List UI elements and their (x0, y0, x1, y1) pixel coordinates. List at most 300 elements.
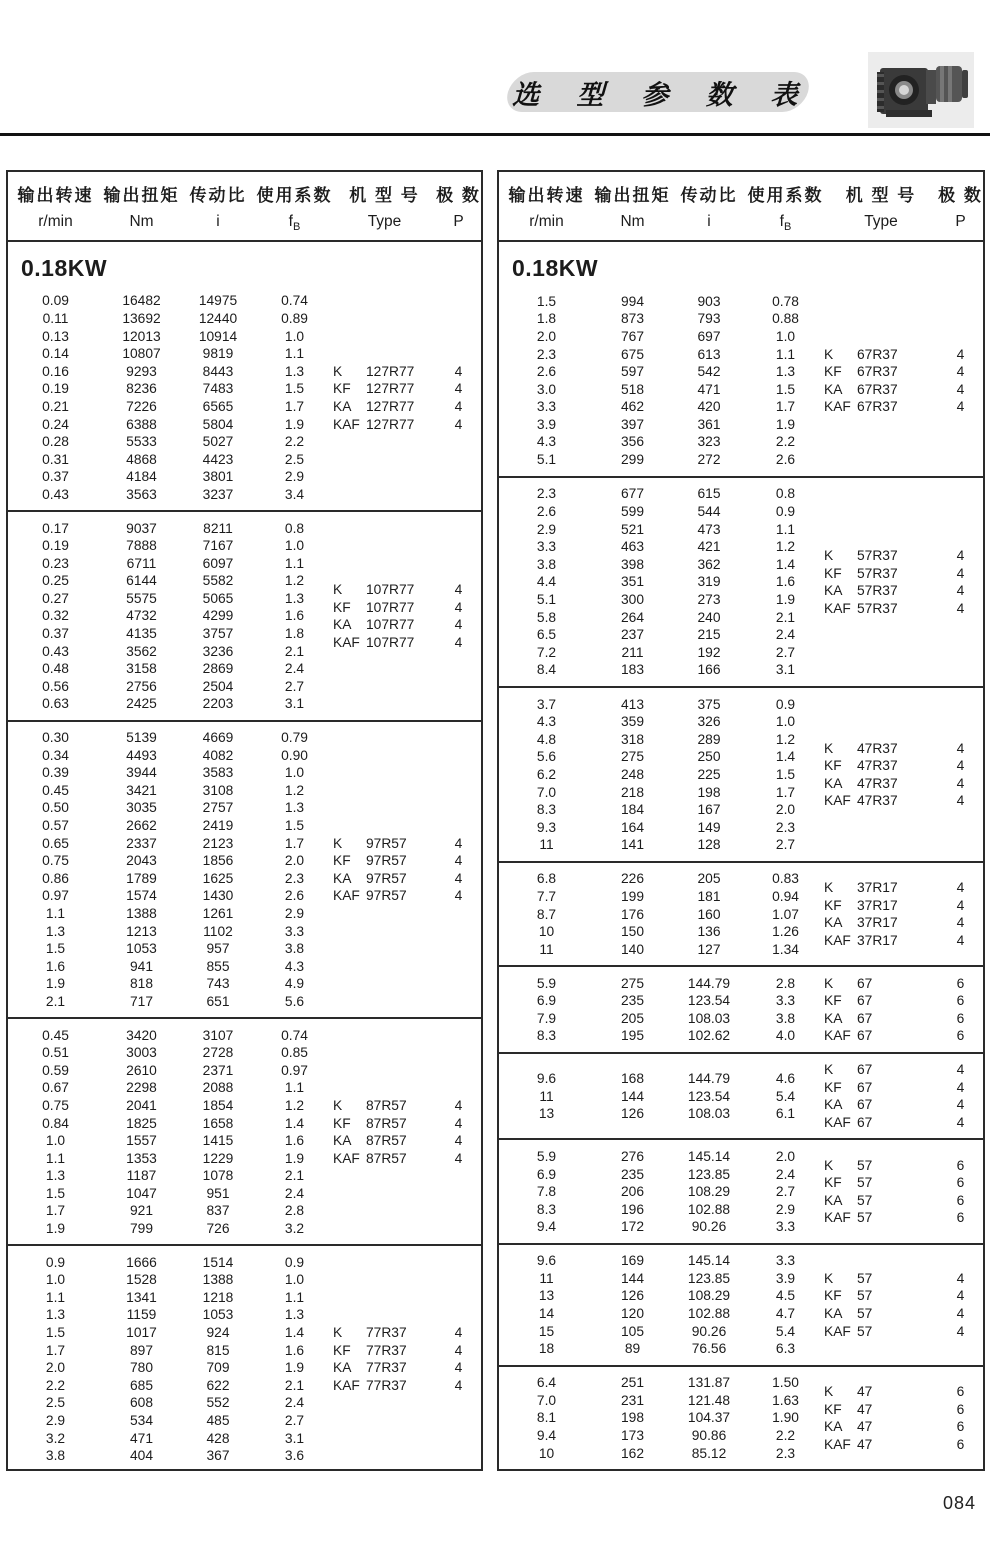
output-speed-cell: 11 (539, 941, 554, 957)
type-row (333, 1359, 481, 1377)
column-header-cn: 输出转速 (508, 186, 585, 205)
spec-row (8, 450, 333, 468)
service-factor-cell: 1.1 (284, 1289, 305, 1305)
output-speed-cell: 1.0 (45, 1272, 66, 1288)
output-torque-cell: 140 (620, 941, 645, 957)
service-factor-cell: 0.97 (281, 1062, 308, 1078)
column-header-unit-sub: B (292, 221, 301, 234)
ratio-cell: 7483 (202, 381, 234, 397)
ratio-cell: 3583 (202, 765, 234, 781)
column-header-unit: r/min (38, 213, 73, 230)
ratio-cell: 2419 (202, 818, 234, 834)
output-speed-cell: 8.7 (536, 906, 557, 922)
spec-row (499, 923, 824, 941)
type-list (824, 870, 983, 958)
spec-row (499, 573, 824, 591)
spec-row (8, 1289, 333, 1307)
service-factor-cell: 0.85 (281, 1045, 308, 1061)
output-torque-cell: 2041 (126, 1097, 157, 1113)
output-speed-cell: 10 (538, 1445, 555, 1461)
service-factor-cell: 2.7 (775, 837, 796, 853)
output-speed-cell: 0.34 (42, 747, 69, 763)
ratio-cell: 90.26 (691, 1219, 727, 1235)
spec-row (499, 992, 824, 1010)
output-speed-cell: 8.3 (536, 1028, 557, 1044)
output-speed-cell: 0.63 (42, 696, 69, 712)
service-factor-cell: 0.94 (772, 888, 799, 904)
service-factor-cell: 0.83 (772, 871, 799, 887)
type-model: 97R57 (366, 835, 407, 851)
type-row (824, 932, 983, 950)
ratio-cell: 167 (697, 802, 721, 818)
spec-row (499, 433, 824, 451)
output-speed-cell: 0.24 (42, 416, 69, 432)
output-speed-cell: 0.16 (42, 363, 69, 379)
output-torque-cell: 169 (620, 1253, 645, 1269)
output-torque-cell: 105 (620, 1323, 645, 1339)
type-row (824, 914, 983, 932)
output-speed-cell: 6.9 (536, 993, 557, 1009)
output-torque-cell: 275 (620, 749, 645, 765)
service-factor-cell: 4.5 (775, 1288, 796, 1304)
output-speed-cell: 3.7 (536, 696, 557, 712)
ratio-cell: 1514 (202, 1254, 234, 1270)
spec-row (8, 554, 333, 572)
service-factor-cell: 2.0 (775, 802, 796, 818)
spec-row (8, 1359, 333, 1377)
type-prefix: KF (824, 1401, 842, 1417)
spec-rows (499, 1374, 824, 1462)
spec-row (499, 888, 824, 906)
type-list (333, 729, 481, 1011)
ratio-cell: 123.54 (687, 1088, 731, 1104)
ratio-cell: 198 (697, 784, 721, 800)
output-torque-cell: 206 (620, 1184, 645, 1200)
service-factor-cell: 3.8 (775, 1010, 796, 1026)
type-prefix: KA (824, 1419, 843, 1435)
output-speed-cell: 1.7 (45, 1203, 66, 1219)
output-speed-cell: 0.43 (42, 486, 69, 502)
output-torque-cell: 205 (620, 1010, 645, 1026)
output-torque-cell: 2610 (126, 1062, 157, 1078)
type-model: 47R37 (857, 758, 898, 774)
poles-value: 4 (956, 740, 965, 756)
spec-row (8, 1149, 333, 1167)
column-header-cn: 机 型 号 (349, 186, 420, 205)
ratio-cell: 14975 (198, 293, 238, 309)
ratio-cell: 957 (206, 941, 230, 957)
spec-row (499, 870, 824, 888)
ratio-cell: 273 (697, 591, 721, 607)
type-prefix: KAF (824, 399, 851, 415)
service-factor-cell: 3.4 (284, 486, 305, 502)
ratio-cell: 326 (697, 714, 721, 730)
output-torque-cell: 126 (620, 1106, 645, 1122)
output-torque-cell: 675 (620, 346, 645, 362)
output-torque-cell: 4135 (126, 626, 157, 642)
type-row (333, 1097, 481, 1115)
ratio-cell: 1053 (202, 1307, 234, 1323)
output-torque-cell: 299 (620, 452, 645, 468)
output-speed-cell: 2.3 (536, 486, 557, 502)
output-speed-cell: 0.57 (42, 818, 69, 834)
service-factor-cell: 2.9 (775, 1201, 796, 1217)
output-speed-cell: 0.37 (42, 626, 69, 642)
type-row (824, 547, 983, 565)
output-speed-cell: 0.9 (45, 1254, 66, 1270)
output-torque-cell: 6711 (126, 555, 157, 571)
spec-row (8, 817, 333, 835)
type-row (824, 1322, 983, 1340)
type-model: 47R37 (857, 740, 898, 756)
ratio-cell: 8211 (203, 520, 233, 536)
spec-row (8, 1132, 333, 1150)
service-factor-cell: 1.6 (284, 1133, 305, 1149)
output-speed-cell: 2.6 (536, 503, 557, 519)
poles-value: 4 (956, 880, 965, 896)
ratio-cell: 121.48 (687, 1392, 731, 1408)
ratio-cell: 131.87 (687, 1375, 731, 1391)
column-header-cn: 传动比 (189, 186, 247, 205)
output-speed-cell: 5.8 (536, 609, 557, 625)
output-torque-cell: 780 (129, 1360, 154, 1376)
type-list (824, 974, 983, 1045)
spec-row (499, 626, 824, 644)
type-prefix: KAF (824, 932, 851, 948)
spec-block (8, 1017, 481, 1244)
type-prefix: KF (333, 381, 351, 397)
spec-row (8, 1167, 333, 1185)
output-torque-cell: 873 (620, 311, 645, 327)
service-factor-cell: 2.2 (284, 434, 305, 450)
ratio-cell: 85.12 (691, 1445, 727, 1461)
output-torque-cell: 1574 (126, 888, 157, 904)
poles-value: 4 (956, 1062, 965, 1078)
type-model: 57 (857, 1210, 873, 1226)
type-row (333, 887, 481, 905)
type-model: 57 (857, 1175, 873, 1191)
service-factor-cell: 0.74 (281, 293, 308, 309)
ratio-cell: 473 (697, 521, 721, 537)
output-torque-cell: 150 (620, 924, 645, 940)
service-factor-cell: 1.0 (284, 328, 305, 344)
service-factor-cell: 1.1 (284, 1080, 305, 1096)
ratio-cell: 361 (697, 416, 721, 432)
output-torque-cell: 211 (621, 644, 644, 660)
service-factor-cell: 2.1 (284, 1377, 305, 1393)
spec-row (499, 1009, 824, 1027)
type-prefix: KAF (824, 1028, 851, 1044)
service-factor-cell: 1.5 (775, 766, 796, 782)
type-model: 87R57 (366, 1115, 407, 1131)
ratio-cell: 1625 (202, 870, 234, 886)
poles-value: 4 (956, 364, 965, 380)
service-factor-cell: 1.4 (284, 1325, 305, 1341)
service-factor-cell: 1.7 (284, 835, 305, 851)
output-torque-cell: 3420 (126, 1027, 157, 1043)
ratio-cell: 837 (206, 1203, 230, 1219)
column-header-unit: $f_B$ (288, 213, 301, 234)
spec-row (8, 345, 333, 363)
output-speed-cell: 2.0 (536, 328, 557, 344)
type-prefix: KAF (333, 634, 360, 650)
output-torque-cell: 599 (620, 503, 645, 519)
output-speed-cell: 0.50 (42, 800, 69, 816)
service-factor-cell: 1.0 (284, 1272, 305, 1288)
output-speed-cell: 11 (539, 837, 554, 853)
table-blocks (499, 285, 983, 1469)
output-torque-cell: 3421 (126, 782, 157, 798)
type-model: 77R37 (366, 1325, 407, 1341)
type-model: 37R17 (857, 915, 898, 931)
output-torque-cell: 195 (620, 1028, 645, 1044)
header-divider (0, 133, 990, 136)
type-prefix: K (824, 547, 834, 563)
spec-rows (8, 1253, 333, 1464)
type-list (824, 1147, 983, 1235)
type-list (824, 1252, 983, 1358)
type-model: 57R37 (857, 565, 898, 581)
spec-row (499, 695, 824, 713)
type-prefix: K (824, 1157, 834, 1173)
output-speed-cell: 9.4 (536, 1219, 557, 1235)
spec-row (499, 783, 824, 801)
type-prefix: K (333, 582, 343, 598)
type-row (824, 1270, 983, 1288)
output-torque-cell: 1388 (126, 905, 157, 921)
service-factor-cell: 1.9 (775, 416, 796, 432)
poles-value: 6 (956, 1028, 965, 1044)
type-row (824, 363, 983, 381)
poles-value: 4 (454, 1115, 463, 1131)
type-row (824, 1400, 983, 1418)
type-prefix: KF (333, 853, 351, 869)
spec-rows (8, 292, 333, 503)
output-torque-cell: 3158 (126, 661, 157, 677)
spec-row (499, 485, 824, 503)
output-torque-cell: 1213 (126, 923, 157, 939)
type-prefix: K (333, 1097, 343, 1113)
service-factor-cell: 2.7 (284, 678, 305, 694)
service-factor-cell: 3.8 (284, 941, 305, 957)
type-model: 107R77 (366, 617, 415, 633)
output-speed-cell: 6.5 (536, 627, 557, 643)
output-speed-cell: 9.6 (536, 1253, 557, 1269)
type-row (824, 582, 983, 600)
type-prefix: KAF (824, 1115, 851, 1131)
output-torque-cell: 685 (129, 1377, 154, 1393)
output-speed-cell: 11 (539, 1088, 554, 1104)
spec-block (499, 1138, 983, 1242)
type-list (333, 519, 481, 713)
output-torque-cell: 4184 (126, 469, 157, 485)
output-speed-cell: 6.8 (536, 871, 557, 887)
ratio-cell: 3801 (202, 469, 234, 485)
output-speed-cell: 0.19 (42, 538, 69, 554)
type-prefix: KA (333, 398, 352, 414)
output-torque-cell: 164 (620, 819, 645, 835)
type-model: 57R37 (857, 547, 898, 563)
ratio-cell: 420 (697, 399, 721, 415)
ratio-cell: 149 (697, 819, 721, 835)
ratio-cell: 726 (206, 1221, 230, 1237)
spec-row (8, 468, 333, 486)
ratio-cell: 793 (697, 311, 721, 327)
service-factor-cell: 1.9 (284, 416, 305, 432)
output-speed-cell: 1.9 (45, 976, 66, 992)
type-row (824, 1009, 983, 1027)
output-speed-cell: 0.56 (42, 678, 69, 694)
service-factor-cell: 1.0 (284, 765, 305, 781)
spec-row (499, 1252, 824, 1270)
ratio-cell: 144.79 (687, 1071, 731, 1087)
power-rating-heading: 0.18KW (512, 255, 599, 282)
spec-row (8, 1026, 333, 1044)
output-torque-cell: 994 (620, 293, 645, 309)
spec-row (8, 852, 333, 870)
type-model: 127R77 (366, 363, 415, 379)
output-speed-cell: 0.59 (42, 1062, 69, 1078)
output-speed-cell: 5.1 (536, 591, 557, 607)
service-factor-cell: 3.6 (284, 1448, 305, 1464)
table-blocks (8, 285, 481, 1471)
type-prefix: KAF (333, 888, 360, 904)
service-factor-cell: 2.8 (775, 975, 796, 991)
service-factor-cell: 4.0 (775, 1028, 796, 1044)
output-torque-cell: 3003 (126, 1045, 157, 1061)
output-speed-cell: 2.5 (45, 1395, 66, 1411)
type-model: 87R57 (366, 1150, 407, 1166)
poles-value: 4 (454, 1377, 463, 1393)
output-torque-cell: 3035 (126, 800, 157, 816)
service-factor-cell: 1.1 (284, 555, 305, 571)
output-speed-cell: 0.09 (42, 293, 69, 309)
ratio-cell: 160 (697, 906, 721, 922)
service-factor-cell: 0.90 (281, 747, 308, 763)
ratio-cell: 1229 (202, 1150, 234, 1166)
ratio-cell: 542 (697, 364, 721, 380)
service-factor-cell: 2.4 (284, 1395, 305, 1411)
spec-row (8, 870, 333, 888)
type-row (824, 974, 983, 992)
output-torque-cell: 1528 (126, 1272, 157, 1288)
output-speed-cell: 1.5 (536, 293, 557, 309)
spec-row (8, 1429, 333, 1447)
spec-row (8, 519, 333, 537)
type-prefix: KA (824, 1010, 843, 1026)
spec-block (499, 965, 983, 1052)
column-header (8, 181, 103, 233)
output-torque-cell: 198 (620, 1410, 645, 1426)
ratio-cell: 651 (206, 993, 230, 1009)
service-factor-cell: 4.9 (284, 976, 305, 992)
output-speed-cell: 0.19 (42, 381, 69, 397)
type-row (333, 380, 481, 398)
type-row (333, 1377, 481, 1395)
poles-value: 4 (956, 758, 965, 774)
type-row (824, 1209, 983, 1227)
output-torque-cell: 3563 (126, 486, 157, 502)
service-factor-cell: 1.3 (284, 800, 305, 816)
service-factor-cell: 4.3 (284, 958, 305, 974)
ratio-cell: 613 (697, 346, 721, 362)
ratio-cell: 12440 (198, 310, 238, 326)
type-model: 107R77 (366, 582, 415, 598)
spec-block (499, 686, 983, 861)
ratio-cell: 2123 (202, 835, 234, 851)
output-torque-cell: 144 (620, 1088, 645, 1104)
type-prefix: KAF (333, 416, 360, 432)
poles-value: 6 (956, 1383, 965, 1399)
type-row (824, 564, 983, 582)
spec-row (499, 713, 824, 731)
spec-row (8, 1394, 333, 1412)
type-row (824, 992, 983, 1010)
ratio-cell: 367 (206, 1448, 230, 1464)
output-speed-cell: 7.8 (536, 1184, 557, 1200)
spec-row (499, 451, 824, 469)
spec-row (499, 1165, 824, 1183)
type-model: 57 (857, 1288, 873, 1304)
type-prefix: KF (824, 897, 842, 913)
spec-row (499, 328, 824, 346)
output-torque-cell: 897 (129, 1342, 154, 1358)
type-row (333, 616, 481, 634)
output-torque-cell: 398 (620, 556, 645, 572)
type-list (333, 1253, 481, 1464)
type-prefix: K (824, 740, 834, 756)
service-factor-cell: 1.3 (284, 363, 305, 379)
type-row (333, 852, 481, 870)
type-row (333, 1114, 481, 1132)
output-torque-cell: 921 (129, 1203, 154, 1219)
spec-row (499, 380, 824, 398)
ratio-cell: 697 (697, 328, 721, 344)
poles-value: 4 (956, 1270, 965, 1286)
type-row (824, 398, 983, 416)
service-factor-cell: 1.63 (772, 1392, 799, 1408)
type-row (824, 1287, 983, 1305)
output-torque-cell: 1053 (126, 941, 157, 957)
output-torque-cell: 2756 (126, 678, 157, 694)
service-factor-cell: 1.4 (775, 556, 796, 572)
output-speed-cell: 1.1 (45, 905, 66, 921)
output-speed-cell: 9.3 (536, 819, 557, 835)
type-prefix: KAF (333, 1377, 360, 1393)
output-speed-cell: 4.4 (536, 574, 557, 590)
poles-value: 4 (956, 897, 965, 913)
service-factor-cell: 1.6 (284, 1342, 305, 1358)
spec-row (499, 520, 824, 538)
output-speed-cell: 13 (538, 1106, 555, 1122)
ratio-cell: 3108 (202, 782, 234, 798)
type-row (824, 1096, 983, 1114)
ratio-cell: 108.29 (687, 1288, 731, 1304)
output-speed-cell: 13 (538, 1288, 555, 1304)
output-torque-cell: 141 (620, 837, 645, 853)
ratio-cell: 104.37 (687, 1410, 731, 1426)
service-factor-cell: 6.3 (775, 1341, 796, 1357)
poles-value: 4 (956, 600, 965, 616)
spec-row (8, 1202, 333, 1220)
output-torque-cell: 1187 (126, 1168, 157, 1184)
type-prefix: KF (333, 599, 351, 615)
output-speed-cell: 7.0 (536, 1392, 557, 1408)
output-speed-cell: 0.21 (42, 398, 69, 414)
column-header-cn: 使用系数 (747, 186, 824, 205)
output-torque-cell: 463 (620, 539, 645, 555)
output-speed-cell: 1.9 (45, 1221, 66, 1237)
